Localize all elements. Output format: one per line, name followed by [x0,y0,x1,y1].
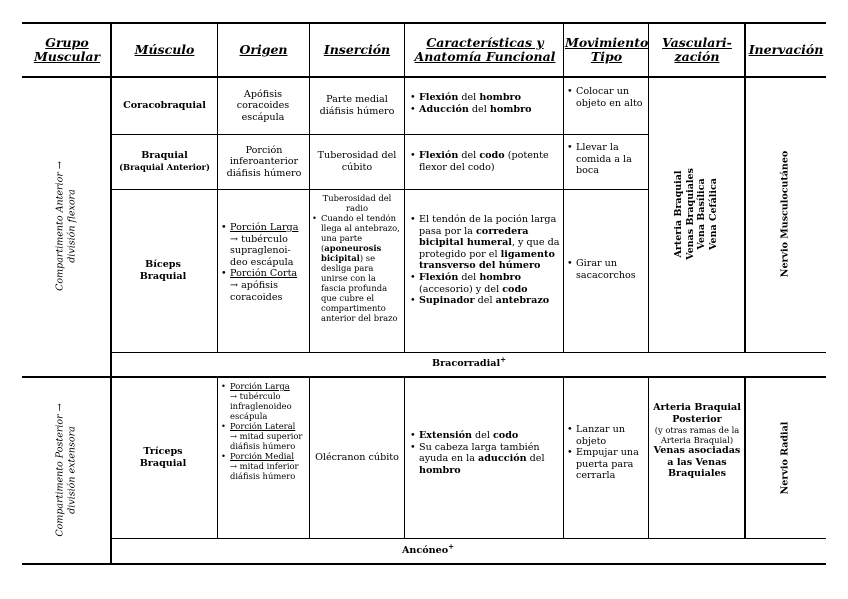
musculo-biceps: Bíceps Braquial [139,259,187,282]
vrule-5b [563,377,564,538]
header-movimiento: Movimiento Tipo [565,35,649,64]
header-grupo-muscular: Grupo Muscular [33,35,101,64]
vrule-6 [648,22,649,352]
musculo-braquial-sub: (Braquial Anterior) [119,161,210,172]
vasc-line: Vena Cefálica [707,178,719,250]
mov-coracobraquial [567,86,645,109]
insercion-braquial: Tuberosidad del cúbito [317,150,397,173]
list-item: • Lanzar un objeto [567,424,645,447]
list-item: • Aducción del hombro [410,104,560,116]
vasc-posterior-a: Arteria Braquial Posterior [653,402,741,425]
list-item: • Porción Larga → tubérculo supraglenoi-deo escápula [221,222,307,268]
origen-coracobraquial: Apófisis coracoides escápula [236,88,290,123]
list-item: • Llevar la comida a la boca [567,142,645,177]
rule-bottom [22,563,826,565]
vrule-7b [744,377,746,538]
list-item: • El tendón de la poción larga pasa por la corredera bicipital humeral, y que da protegido por el ligamento transverso del húmero [410,214,560,272]
car-coracobraquial [410,92,560,115]
vasc-posterior [651,402,743,480]
rule-bracorradial [110,352,826,353]
insercion-biceps-head: Tuberosidad del radio [322,193,392,213]
origen-braquial: Porción inferoanterior diáfisis húmero [226,144,302,179]
list-item: • Flexión del codo (potente flexor del codo) [410,150,560,173]
list-item: • Porción Corta → apófisis coracoides [221,268,307,303]
origen-triceps [221,381,307,481]
vasc-posterior-b: (y otras ramas de la Arteria Braquial) [654,425,740,446]
car-triceps [410,430,560,476]
nervio-anterior: Nervio Musculocutáneo [779,150,791,278]
list-item: • Su cabeza larga también ayuda en la aducción del hombro [410,442,560,477]
vrule-2b [217,377,218,538]
header-inervacion: Inervación [748,42,824,57]
header-musculo: Músculo [134,42,195,57]
mov-triceps [567,424,645,482]
grupo-posterior-label: Compartimento Posterior → división extensora [54,403,77,537]
header-caracteristicas: Características y Anatomía Funcional [414,35,556,64]
car-braquial [410,150,560,173]
vrule-5 [563,22,564,352]
vrule-4b [404,377,405,538]
list-item: • Cuando el tendón llega al antebrazo, una parte (aponeurosis bicipital) se desliga para unirse con la fascia profunda que cubre el compartimento anterior del brazo [312,213,402,323]
musculo-braquial [112,150,217,172]
vasc-line: Vena Basílica [696,178,707,250]
musculo-triceps: Tríceps Braquial [139,446,187,469]
vasc-line: Arteria Braquial [673,170,684,258]
mov-biceps [567,258,645,281]
vasc-line: Venas Braquiales [684,168,696,260]
origen-biceps [221,222,307,303]
insercion-coracobraquial: Parte medial diáfisis húmero [319,94,395,117]
mov-braquial [567,142,645,177]
list-item: • Colocar un objeto en alto [567,86,645,109]
list-item: • Porción Larga → tubérculo infraglenoideo escápula [221,381,307,421]
list-item: • Porción Medial → mitad inferior diáfisis húmero [221,451,307,481]
musculo-braquial-name: Braquial [141,150,188,161]
vrule-6b [648,377,649,538]
header-origen: Origen [239,42,288,57]
musculo-coracobraquial: Coracobraquial [123,100,206,112]
rule-anconeo [110,538,826,539]
grupo-anterior-label: Compartimento Anterior → división flexora [54,161,77,291]
list-item: • Porción Lateral → mitad superior diáfisis húmero [221,421,307,451]
anconeo-row: Ancóneo+ [401,541,454,556]
insercion-triceps: Olécranon cúbito [315,452,399,464]
nervio-posterior: Nervio Radial [779,421,791,495]
list-item: • Flexión del hombro (accesorio) y del codo [410,272,560,295]
list-item: • Extensión del codo [410,430,560,442]
vrule-4 [404,22,405,352]
list-item: • Empujar una puerta para cerrarla [567,447,645,482]
car-biceps [410,214,560,307]
bracorradial-row: Bracorradial+ [431,354,507,369]
insercion-biceps [312,193,402,323]
list-item: • Flexión del hombro [410,92,560,104]
header-vascularizacion: Vasculari-zación [662,35,732,64]
list-item: • Supinador del antebrazo [410,295,560,307]
list-item: • Girar un sacacorchos [567,258,645,281]
vasc-anterior [673,168,719,260]
header-insercion: Inserción [323,42,391,57]
vasc-posterior-c: Venas asociadas a las Venas Braquiales [653,445,741,480]
